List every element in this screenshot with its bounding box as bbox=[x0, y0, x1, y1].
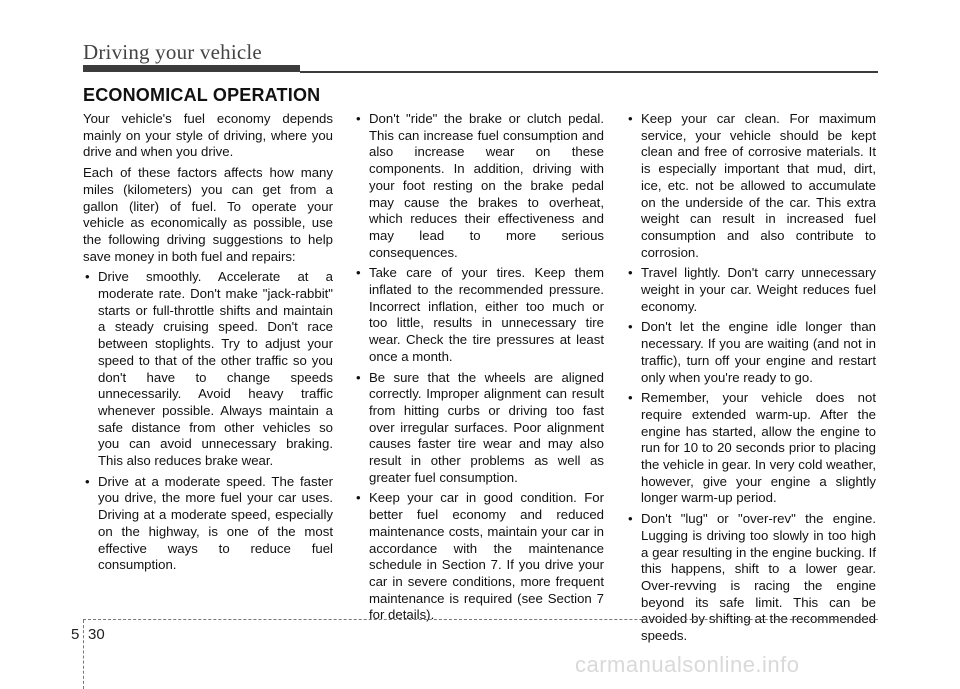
list-item bbox=[626, 265, 876, 315]
header-rule bbox=[300, 71, 878, 73]
bullet-icon: • bbox=[356, 111, 361, 126]
bullet-icon: • bbox=[628, 511, 633, 527]
list-item bbox=[626, 319, 876, 386]
bullet-icon: • bbox=[628, 319, 633, 335]
bullet-icon: • bbox=[85, 473, 90, 489]
footer-divider bbox=[83, 620, 84, 689]
list-item-text: Keep your car in good condition. For better fuel economy and reduced maintenance costs, maintain your car in accordance with the maintenance schedule in Section 7. If you drive your car in severe conditions, more frequent maintenance is required (see Section 7 for details). bbox=[369, 490, 604, 623]
text-column-1 bbox=[83, 111, 333, 578]
bullet-icon: • bbox=[628, 111, 633, 126]
list-item bbox=[83, 269, 333, 469]
list-item-text: Remember, your vehicle does not require extended warm-up. After the engine has started, allow the engine to run for 10 to 20 seconds prior to placing the vehicle in gear. In very cold weather, however, give your engine a slightly longer warm-up period. bbox=[641, 390, 876, 506]
page-number: 30 bbox=[88, 626, 105, 643]
bullet-icon: • bbox=[356, 490, 361, 506]
list-item bbox=[626, 111, 876, 261]
list-item bbox=[354, 265, 604, 365]
list-item bbox=[626, 511, 876, 645]
bullet-list bbox=[626, 111, 876, 645]
list-item bbox=[354, 490, 604, 624]
list-item-text: Don't "lug" or "over-rev" the engine. Lugging is driving too slowly in too high a gear resulting in the engine bucking. If this happens, shift to a lower gear. Over-revving is racing the engine beyond its safe limit. This can be avoided by shifting at the recommended speeds. bbox=[641, 511, 876, 644]
paragraph: Each of these factors affects how many miles (kilometers) you can get from a gallon (liter) of fuel. To operate your vehicle as economically as possible, use the following driving suggestions to help save money in both fuel and repairs: bbox=[83, 165, 333, 264]
paragraph: Your vehicle's fuel economy depends mainly on your style of driving, where you drive and when you drive. bbox=[83, 111, 333, 160]
watermark: carmanualsonline.info bbox=[575, 652, 800, 677]
list-item-text: Don't let the engine idle longer than necessary. If you are waiting (and not in traffic), turn off your engine and restart only when you're ready to go. bbox=[641, 319, 876, 385]
bullet-icon: • bbox=[85, 269, 90, 285]
text-column-2 bbox=[354, 111, 604, 628]
chapter-number: 5 bbox=[71, 626, 80, 643]
text-column-3 bbox=[626, 111, 876, 649]
list-item bbox=[83, 474, 333, 574]
list-item-text: Don't "ride" the brake or clutch pedal. This can increase fuel consumption and also increase wear on these components. In addition, driving with your foot resting on the brake pedal may cause the brakes to overheat, which reduces their effectiveness and may lead to more serious consequences. bbox=[369, 111, 604, 260]
header-bar bbox=[83, 65, 300, 72]
section-heading: ECONOMICAL OPERATION bbox=[83, 85, 321, 105]
page-header-title: Driving your vehicle bbox=[83, 40, 262, 64]
bullet-icon: • bbox=[628, 265, 633, 281]
list-item-text: Take care of your tires. Keep them inflated to the recommended pressure. Incorrect inflation, either too much or too little, results in unnecessary tire wear. Check the tire pressures at least once a month. bbox=[369, 265, 604, 364]
list-item bbox=[626, 390, 876, 507]
list-item-text: Drive at a moderate speed. The faster you drive, the more fuel your car uses. Driving at a moderate speed, especially on the highway, is one of the most effective ways to reduce fuel consumption. bbox=[98, 473, 333, 573]
bullet-icon: • bbox=[356, 265, 361, 281]
list-item bbox=[354, 370, 604, 487]
list-item-text: Drive smoothly. Accelerate at a moderate rate. Don't make "jack-rabbit" starts or full-throttle shifts and maintain a steady cruising speed. Don't race between stoplights. Try to adjust your speed to that of the other traffic so you don't have to change speeds unnecessarily. Avoid heavy traffic whenever possible. Always maintain a safe distance from other vehicles so you can avoid unnecessary braking. This also reduces brake wear. bbox=[98, 269, 333, 469]
bullet-icon: • bbox=[356, 369, 361, 385]
bullet-list bbox=[354, 111, 604, 624]
list-item-text: Keep your car clean. For maximum service, your vehicle should be kept clean and free of corrosive materials. It is especially important that mud, dirt, ice, etc. not be allowed to accumulate on the underside of the car. This extra weight can result in increased fuel consumption and also contribute to corrosion. bbox=[641, 111, 876, 260]
footer-rule bbox=[83, 619, 878, 620]
bullet-icon: • bbox=[628, 390, 633, 406]
list-item-text: Travel lightly. Don't carry unnecessary weight in your car. Weight reduces fuel economy. bbox=[641, 265, 876, 314]
list-item-text: Be sure that the wheels are aligned correctly. Improper alignment can result from hitting curbs or driving too fast over irregular surfaces. Poor alignment causes faster tire wear and may also result in other problems as well as greater fuel consumption. bbox=[369, 369, 604, 485]
list-item bbox=[354, 111, 604, 261]
bullet-list bbox=[83, 269, 333, 574]
